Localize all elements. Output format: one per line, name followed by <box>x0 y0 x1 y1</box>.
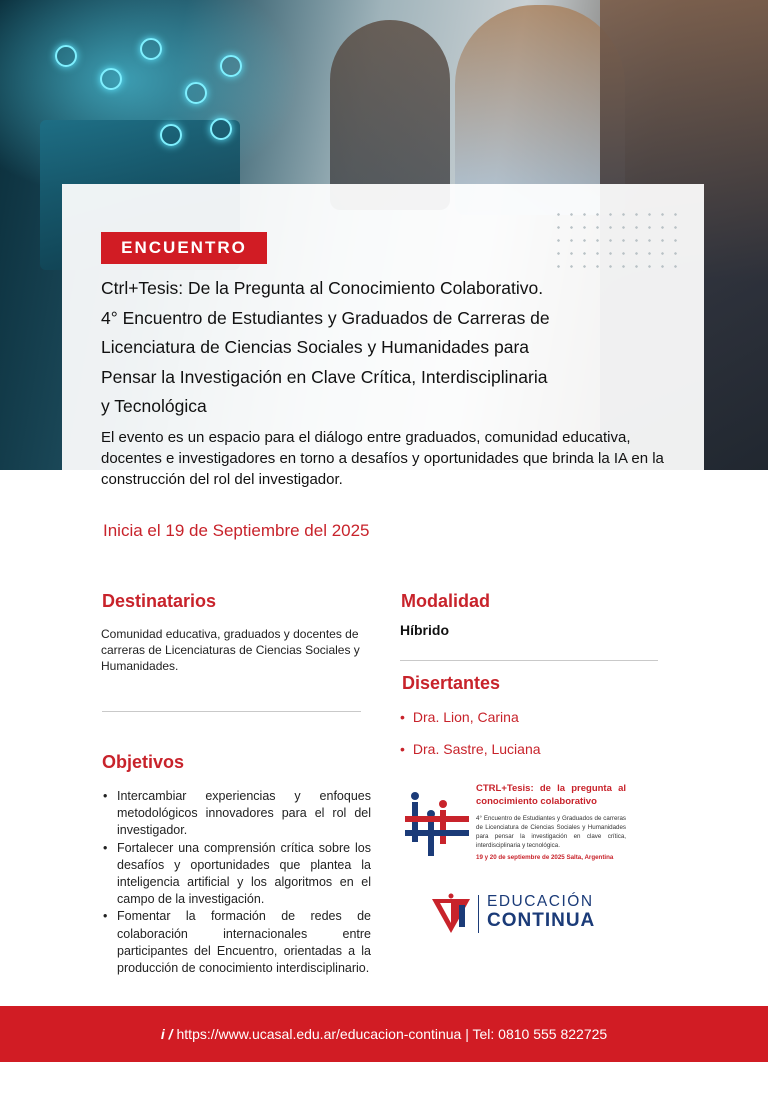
network-node-icon <box>185 82 207 104</box>
list-item: • Intercambiar experiencias y enfoques metodológicos innovadores para el rol del investigador. <box>103 788 371 840</box>
title-line: Pensar la Investigación en Clave Crítica, Interdisciplinaria <box>101 366 548 387</box>
destinatarios-heading: Destinatarios <box>102 591 217 611</box>
modalidad-value: Híbrido <box>400 622 449 638</box>
speaker-name: Dra. Lion, Carina <box>412 709 519 725</box>
speaker-item <box>400 741 541 757</box>
title-line: y Tecnológica <box>101 396 207 416</box>
disertantes-heading: Disertantes <box>402 673 501 693</box>
brand-line1: EDUCACIÓN <box>487 893 594 910</box>
divider <box>400 660 658 661</box>
ucasal-shield-icon <box>432 893 470 933</box>
bullet-icon: • <box>400 741 405 757</box>
list-item: • Fomentar la formación de redes de colaboración internacionales entre participantes del Encuentro, orientadas a la producción de conocimiento interdisciplinario. <box>103 908 371 977</box>
network-node-icon <box>55 45 77 67</box>
footer-link[interactable]: https://www.ucasal.edu.ar/educacion-continua | Tel: 0810 555 822725 <box>176 1026 608 1042</box>
title-line: Licenciatura de Ciencias Sociales y Humanidades para <box>101 337 530 357</box>
objetivos-list <box>103 788 371 977</box>
brand-divider <box>478 895 479 933</box>
dot-pattern <box>552 208 682 268</box>
list-item: • Fortalecer una comprensión crítica sobre los desafíos y oportunidades que plantea la inteligencia artificial y los algoritmos en el campo de la investigación. <box>103 840 371 909</box>
title-line: Ctrl+Tesis: De la Pregunta al Conocimiento Colaborativo. <box>101 278 544 298</box>
event-description: El evento es un espacio para el diálogo entre graduados, comunidad educativa, docentes e investigadores en torno a desafíos y oportunidades que brinda la IA en la construcción del rol del investigador. <box>101 429 664 488</box>
start-date: Inicia el 19 de Septiembre del 2025 <box>103 521 370 540</box>
speaker-item <box>400 709 519 725</box>
event-logo-title: CTRL+Tesis: de la pregunta al conocimiento colaborativo <box>476 783 626 807</box>
event-title <box>101 274 621 422</box>
brand-line2: CONTINUA <box>487 910 596 931</box>
event-logo-text <box>476 782 626 861</box>
network-node-icon <box>100 68 122 90</box>
title-line: 4° Encuentro de Estudiantes y Graduados de Carreras de <box>101 307 550 328</box>
event-logo-subtitle: 4° Encuentro de Estudiantes y Graduados de carreras de Licenciatura de Ciencias Sociales y Humanidades para pensar la investigación en clave crítica, interdisciplinaria y tecnológica. <box>476 815 626 849</box>
network-node-icon <box>220 55 242 77</box>
ctrl-tesis-logo-icon <box>403 790 471 858</box>
speaker-name: Dra. Sastre, Luciana <box>412 741 541 757</box>
objetivos-heading: Objetivos <box>102 752 185 772</box>
modalidad-heading: Modalidad <box>401 591 490 611</box>
person-silhouette <box>330 20 450 210</box>
network-node-icon <box>140 38 162 60</box>
network-node-icon <box>160 124 182 146</box>
info-icon: i / <box>160 1026 173 1042</box>
event-type-badge: ENCUENTRO <box>101 232 267 264</box>
bullet-icon: • <box>400 709 405 725</box>
network-node-icon <box>210 118 232 140</box>
footer-contact <box>0 1006 768 1062</box>
divider <box>102 711 361 712</box>
footer-bar <box>0 1006 768 1062</box>
destinatarios-text: Comunidad educativa, graduados y docentes de carreras de Licenciaturas de Ciencias Sociales y Humanidades. <box>101 627 360 673</box>
event-logo-dates: 19 y 20 de septiembre de 2025 Salta, Argentina <box>476 854 614 861</box>
